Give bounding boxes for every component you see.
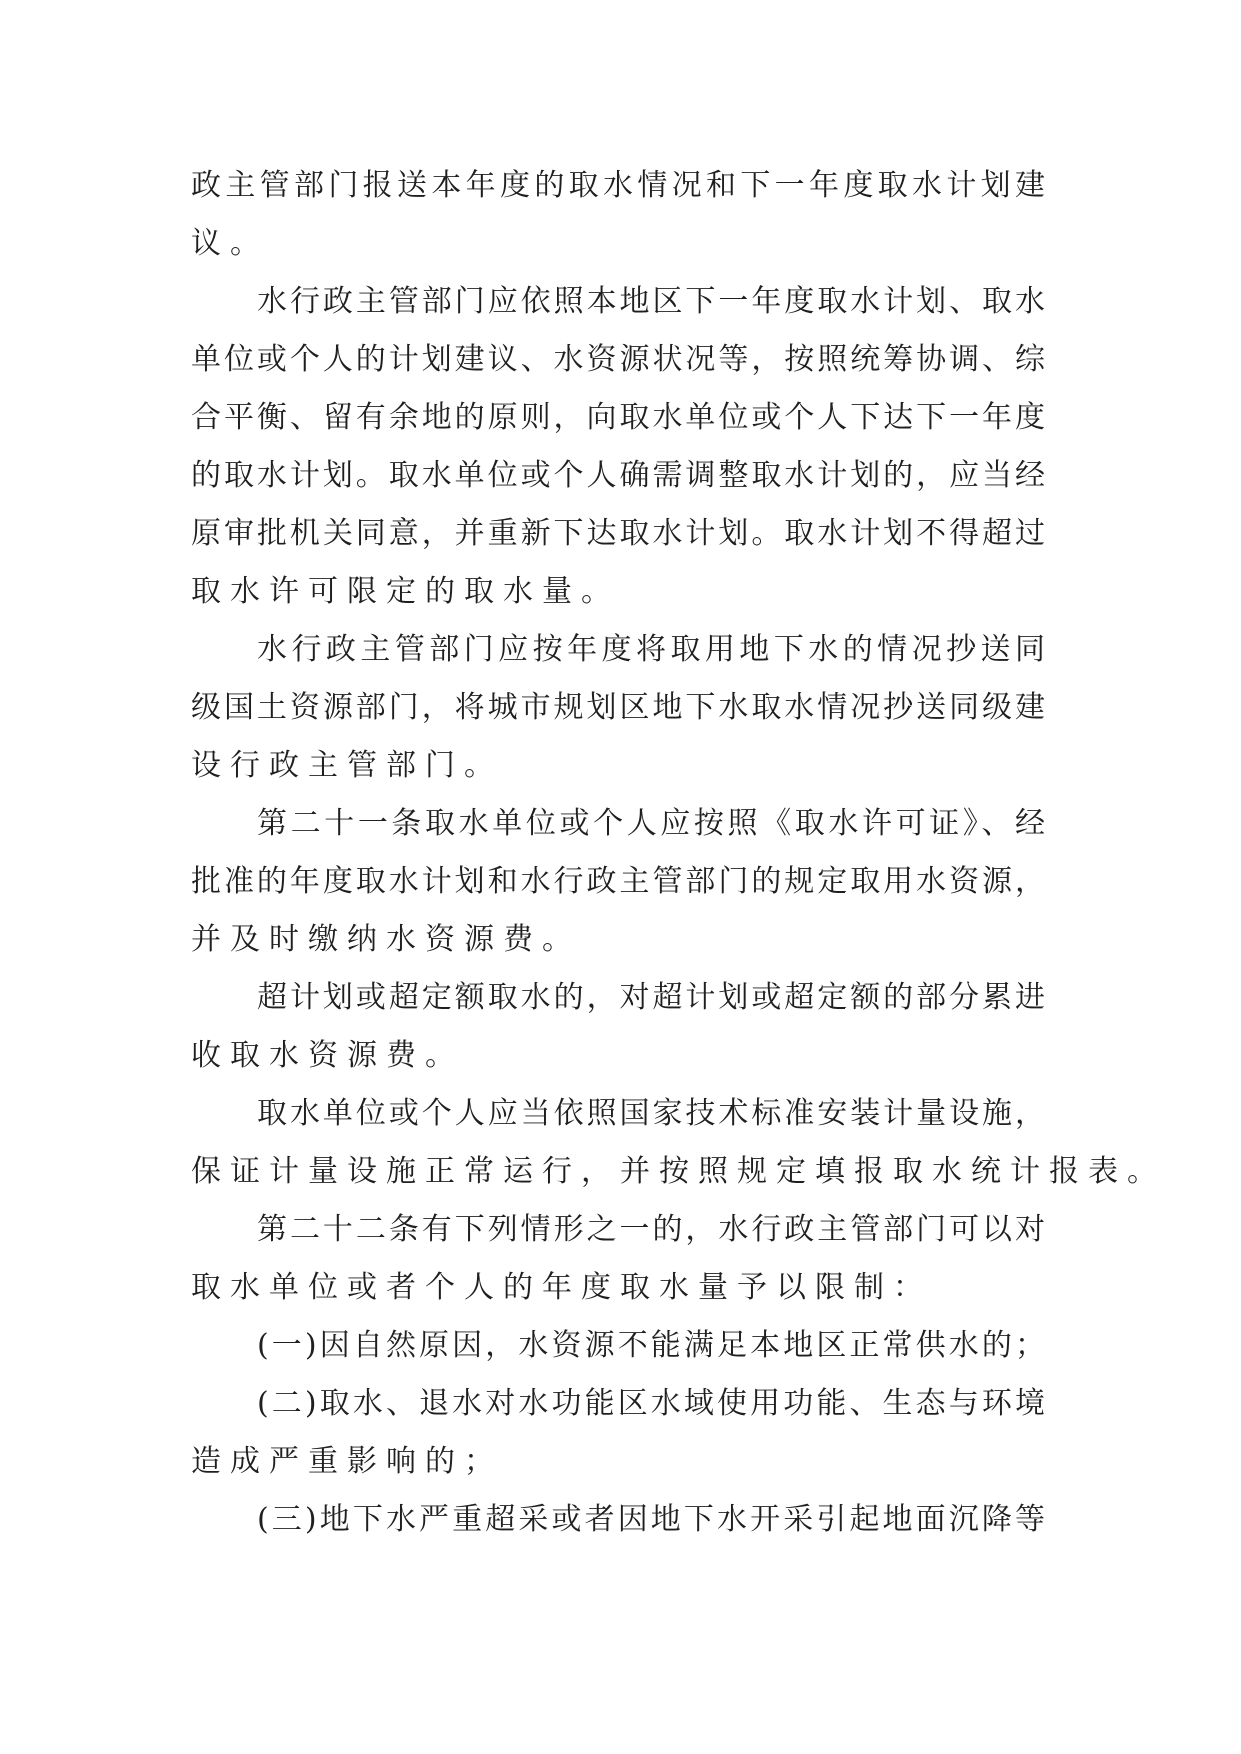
- text-line: 第二十二条有下列情形之一的，水行政主管部门可以对: [257, 1212, 1045, 1247]
- text-line: 水行政主管部门应按年度将取用地下水的情况抄送同: [257, 632, 1045, 667]
- text-line: 水行政主管部门应依照本地区下一年度取水计划、取水: [257, 284, 1045, 319]
- text-line: 级国土资源部门，将城市规划区地下水取水情况抄送同级建: [191, 690, 1045, 725]
- text-line: 议。: [191, 226, 269, 261]
- text-line: 单位或个人的计划建议、水资源状况等，按照统筹协调、综: [191, 342, 1045, 377]
- text-line: 批准的年度取水计划和水行政主管部门的规定取用水资源，: [191, 864, 1045, 899]
- paragraph: [191, 1085, 1166, 1201]
- text-line: 合平衡、留有余地的原则，向取水单位或个人下达下一年度: [191, 400, 1045, 435]
- paragraph: [191, 1375, 1045, 1491]
- text-line: 原审批机关同意，并重新下达取水计划。取水计划不得超过: [191, 516, 1045, 551]
- text-line: 第二十一条取水单位或个人应按照《取水许可证》、经: [257, 806, 1045, 841]
- text-line: 并及时缴纳水资源费。: [191, 922, 581, 957]
- text-line: 保证计量设施正常运行，并按照规定填报取水统计报表。: [191, 1154, 1166, 1189]
- paragraph: [191, 1201, 1045, 1317]
- text-line: (一)因自然原因，水资源不能满足本地区正常供水的；: [257, 1328, 1045, 1363]
- text-line: (二)取水、退水对水功能区水域使用功能、生态与环境: [257, 1386, 1045, 1421]
- paragraph: [191, 969, 1045, 1085]
- text-line: 造成严重影响的；: [191, 1444, 503, 1479]
- text-line: 超计划或超定额取水的，对超计划或超定额的部分累进: [257, 980, 1045, 1015]
- text-line: 的取水计划。取水单位或个人确需调整取水计划的，应当经: [191, 458, 1045, 493]
- paragraph: [191, 273, 1045, 621]
- paragraph: [191, 1317, 1045, 1375]
- body-text: [191, 157, 1166, 1549]
- text-line: 政主管部门报送本年度的取水情况和下一年度取水计划建: [191, 168, 1045, 203]
- text-line: (三)地下水严重超采或者因地下水开采引起地面沉降等: [257, 1502, 1045, 1537]
- text-line: 取水单位或个人应当依照国家技术标准安装计量设施，: [257, 1096, 1045, 1131]
- text-line: 设行政主管部门。: [191, 748, 503, 783]
- paragraph: [191, 157, 1045, 273]
- paragraph: [191, 621, 1045, 795]
- text-line: 收取水资源费。: [191, 1038, 464, 1073]
- paragraph: [191, 1491, 1045, 1549]
- paragraph: [191, 795, 1045, 969]
- text-line: 取水单位或者个人的年度取水量予以限制：: [191, 1270, 932, 1305]
- text-line: 取水许可限定的取水量。: [191, 574, 620, 609]
